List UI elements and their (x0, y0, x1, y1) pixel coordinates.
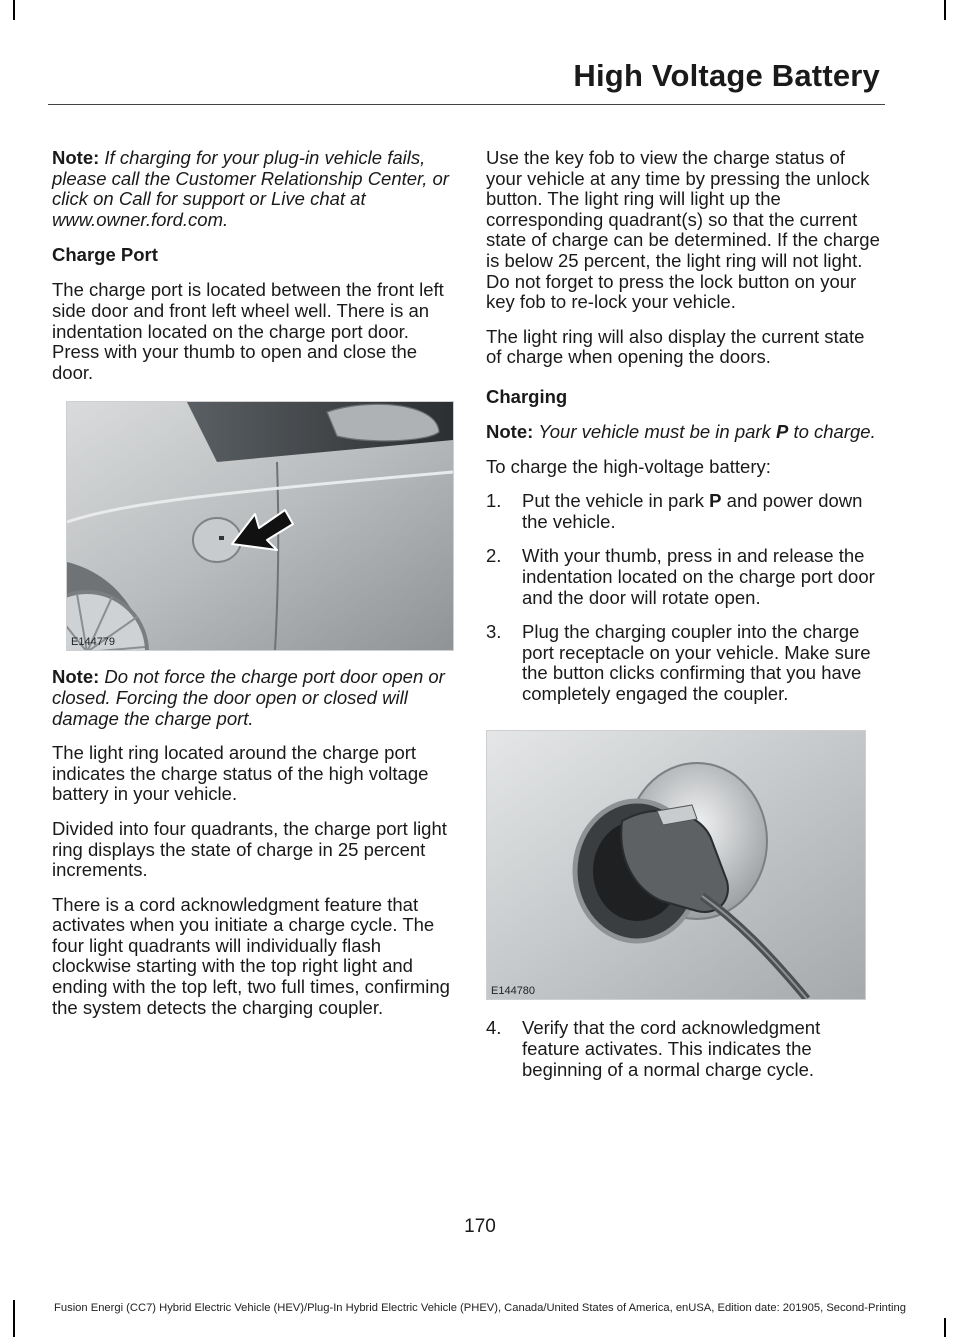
note-text: Do not force the charge port door open or closed. Forcing the door open or closed will damage the charge port. (52, 666, 445, 729)
note-label: Note: (52, 666, 100, 688)
figure-code: E144780 (491, 985, 536, 998)
charging-heading: Charging (486, 385, 568, 407)
step-text: With your thumb, press in and release the indentation located on the charge port door and the door will rotate open. (522, 545, 875, 608)
charge-port-heading: Charge Port (52, 244, 158, 266)
step-number: 3. (486, 621, 502, 643)
list-item (486, 491, 882, 532)
list-item (486, 622, 882, 704)
coupler-illustration (487, 731, 865, 999)
charging-coupler-figure (486, 730, 866, 1000)
left-column (52, 148, 452, 1032)
quadrants-paragraph: Divided into four quadrants, the charge port light ring displays the state of charge in 25 percent increments. (52, 817, 447, 881)
step-number: 2. (486, 545, 502, 567)
note-label: Note: (486, 420, 534, 442)
step-text: Verify that the cord acknowledgment feature activates. This indicates the beginning of a normal charge cycle. (522, 1017, 821, 1080)
step-number: 1. (486, 490, 502, 512)
step-text: and power down the vehicle. (522, 490, 863, 532)
key-fob-paragraph: Use the key fob to view the charge status of your vehicle at any time by pressing the unlock button. The light ring will light up the corresponding quadrant(s) so that the current state of charge can be determined. If the charge is below 25 percent, the light ring will not light. Do not forget to press the lock button on your key fob to re-lock your vehicle. (486, 147, 880, 313)
car-side-illustration (67, 402, 453, 650)
note-text: If charging for your plug-in vehicle fails, please call the Customer Relationship Center, or click on Call for support or Live chat at www.owner.ford.com. (52, 147, 449, 230)
charge-port-paragraph: The charge port is located between the front left side door and front left wheel well. There is an indentation located on the charge port door. Press with your thumb to open and close the door. (52, 279, 444, 383)
charge-port-figure (66, 401, 454, 651)
cord-acknowledgment-paragraph: There is a cord acknowledgment feature that activates when you initiate a charge cycle. The four light quadrants will individually flash clockwise starting with the top right light and ending with the top left, two full times, confirming the system detects the charging coupler. (52, 893, 450, 1018)
note-do-not-force (52, 667, 452, 729)
step-number: 4. (486, 1017, 502, 1039)
title-divider (48, 104, 885, 105)
list-item (486, 546, 882, 608)
note-customer-relationship (52, 148, 452, 230)
park-gear-letter: P (775, 420, 789, 442)
step-text: Put the vehicle in park (522, 490, 710, 512)
right-column (486, 148, 882, 1094)
crop-mark-top-left (13, 0, 15, 20)
light-ring-paragraph: The light ring located around the charge port indicates the charge status of the high voltage battery in your vehicle. (52, 742, 429, 805)
crop-mark-top-right (944, 0, 946, 20)
page-title: High Voltage Battery (573, 58, 880, 93)
doors-paragraph: The light ring will also display the current state of charge when opening the doors. (486, 325, 865, 368)
charge-steps-list (486, 491, 882, 704)
footer-edition-info: Fusion Energi (CC7) Hybrid Electric Vehicle (HEV)/Plug-In Hybrid Electric Vehicle (PHEV), Canada/United States of America, enUSA, Edition date: 201905, Second-Printing (54, 1302, 906, 1314)
note-label: Note: (52, 147, 100, 168)
park-gear-letter: P (709, 490, 722, 512)
page-number: 170 (464, 1216, 496, 1237)
charge-steps-list-continued (486, 1018, 882, 1080)
note-park (486, 422, 882, 443)
charge-intro: To charge the high-voltage battery: (486, 455, 771, 477)
figure-code: E144779 (71, 636, 116, 649)
note-text: to charge. (788, 420, 876, 442)
crop-mark-bottom-right (944, 1318, 946, 1337)
step-text: Plug the charging coupler into the charge port receptacle on your vehicle. Make sure the button clicks confirming that you have completely engaged the coupler. (522, 621, 871, 704)
note-text: Your vehicle must be in park (538, 420, 776, 442)
list-item (486, 1018, 882, 1080)
